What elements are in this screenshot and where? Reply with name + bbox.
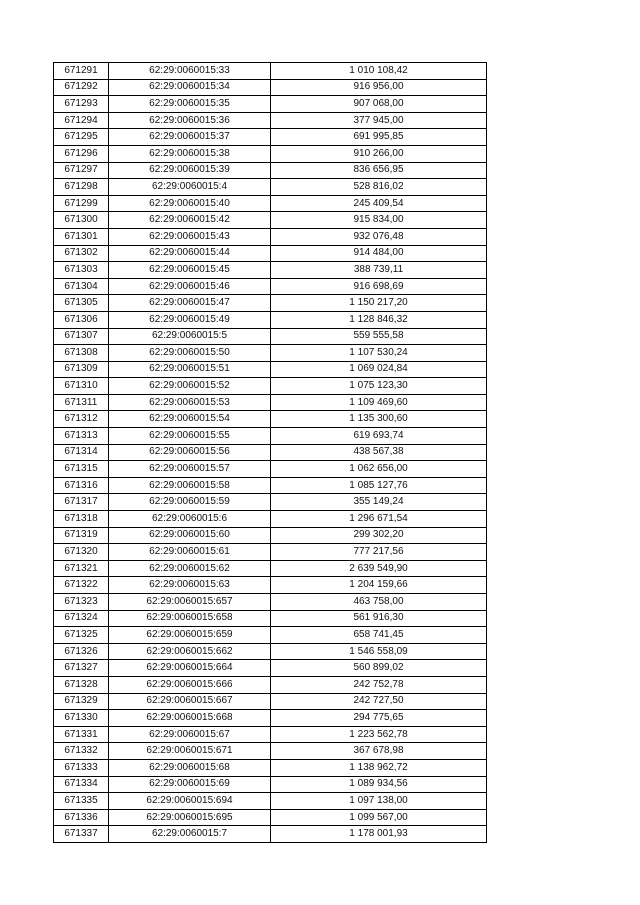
cadastral-value-cell: 245 409,54 <box>271 195 487 212</box>
cadastral-value-cell: 1 107 530,24 <box>271 345 487 362</box>
table-row <box>54 129 487 146</box>
table-row <box>54 378 487 395</box>
cadastral-value-cell: 294 775,65 <box>271 710 487 727</box>
cadastral-number-cell: 62:29:0060015:657 <box>109 594 271 611</box>
row-number-cell: 671304 <box>54 278 109 295</box>
table-row <box>54 361 487 378</box>
row-number-cell: 671321 <box>54 560 109 577</box>
cadastral-value-cell: 932 076,48 <box>271 228 487 245</box>
row-number-cell: 671295 <box>54 129 109 146</box>
cadastral-number-cell: 62:29:0060015:62 <box>109 560 271 577</box>
cadastral-number-cell: 62:29:0060015:69 <box>109 776 271 793</box>
cadastral-value-cell: 1 204 159,66 <box>271 577 487 594</box>
cadastral-number-cell: 62:29:0060015:49 <box>109 311 271 328</box>
cadastral-value-cell: 1 069 024,84 <box>271 361 487 378</box>
cadastral-number-cell: 62:29:0060015:52 <box>109 378 271 395</box>
table-row <box>54 311 487 328</box>
row-number-cell: 671332 <box>54 743 109 760</box>
table-row <box>54 710 487 727</box>
row-number-cell: 671299 <box>54 195 109 212</box>
cadastral-value-cell: 1 010 108,42 <box>271 63 487 80</box>
table-row <box>54 826 487 843</box>
row-number-cell: 671315 <box>54 461 109 478</box>
cadastral-number-cell: 62:29:0060015:45 <box>109 262 271 279</box>
table-row <box>54 461 487 478</box>
row-number-cell: 671291 <box>54 63 109 80</box>
table-row <box>54 245 487 262</box>
table-row <box>54 627 487 644</box>
row-number-cell: 671302 <box>54 245 109 262</box>
row-number-cell: 671298 <box>54 179 109 196</box>
row-number-cell: 671294 <box>54 112 109 129</box>
cadastral-value-cell: 691 995,85 <box>271 129 487 146</box>
cadastral-number-cell: 62:29:0060015:46 <box>109 278 271 295</box>
table-row <box>54 793 487 810</box>
cadastral-value-cell: 242 752,78 <box>271 676 487 693</box>
row-number-cell: 671313 <box>54 428 109 445</box>
table-row <box>54 809 487 826</box>
row-number-cell: 671329 <box>54 693 109 710</box>
cadastral-number-cell: 62:29:0060015:59 <box>109 494 271 511</box>
row-number-cell: 671296 <box>54 145 109 162</box>
cadastral-number-cell: 62:29:0060015:37 <box>109 129 271 146</box>
cadastral-value-cell: 1 296 671,54 <box>271 511 487 528</box>
cadastral-value-cell: 1 062 656,00 <box>271 461 487 478</box>
row-number-cell: 671317 <box>54 494 109 511</box>
cadastral-number-cell: 62:29:0060015:7 <box>109 826 271 843</box>
cadastral-number-cell: 62:29:0060015:5 <box>109 328 271 345</box>
table-row <box>54 610 487 627</box>
cadastral-value-cell: 438 567,38 <box>271 444 487 461</box>
cadastral-number-cell: 62:29:0060015:42 <box>109 212 271 229</box>
table-row <box>54 63 487 80</box>
cadastral-number-cell: 62:29:0060015:35 <box>109 96 271 113</box>
cadastral-value-cell: 560 899,02 <box>271 660 487 677</box>
row-number-cell: 671335 <box>54 793 109 810</box>
row-number-cell: 671323 <box>54 594 109 611</box>
table-body <box>54 63 487 843</box>
cadastral-value-cell: 2 639 549,90 <box>271 560 487 577</box>
cadastral-number-cell: 62:29:0060015:51 <box>109 361 271 378</box>
row-number-cell: 671326 <box>54 643 109 660</box>
cadastral-value-cell: 1 546 558,09 <box>271 643 487 660</box>
cadastral-value-cell: 836 656,95 <box>271 162 487 179</box>
cadastral-number-cell: 62:29:0060015:38 <box>109 145 271 162</box>
table-row <box>54 428 487 445</box>
cadastral-value-cell: 355 149,24 <box>271 494 487 511</box>
cadastral-value-cell: 910 266,00 <box>271 145 487 162</box>
table-row <box>54 278 487 295</box>
cadastral-number-cell: 62:29:0060015:43 <box>109 228 271 245</box>
cadastral-number-cell: 62:29:0060015:58 <box>109 477 271 494</box>
cadastral-value-cell: 377 945,00 <box>271 112 487 129</box>
table-row <box>54 560 487 577</box>
table-row <box>54 643 487 660</box>
row-number-cell: 671306 <box>54 311 109 328</box>
cadastral-value-cell: 559 555,58 <box>271 328 487 345</box>
table-row <box>54 693 487 710</box>
row-number-cell: 671307 <box>54 328 109 345</box>
cadastral-value-cell: 777 217,56 <box>271 544 487 561</box>
cadastral-value-cell: 367 678,98 <box>271 743 487 760</box>
table-row <box>54 759 487 776</box>
row-number-cell: 671325 <box>54 627 109 644</box>
cadastral-value-cell: 1 150 217,20 <box>271 295 487 312</box>
table-row <box>54 262 487 279</box>
cadastral-value-cell: 1 075 123,30 <box>271 378 487 395</box>
table-row <box>54 212 487 229</box>
table-row <box>54 594 487 611</box>
row-number-cell: 671303 <box>54 262 109 279</box>
table-row <box>54 96 487 113</box>
row-number-cell: 671314 <box>54 444 109 461</box>
table-row <box>54 527 487 544</box>
cadastral-number-cell: 62:29:0060015:56 <box>109 444 271 461</box>
table-row <box>54 676 487 693</box>
cadastral-number-cell: 62:29:0060015:666 <box>109 676 271 693</box>
cadastral-number-cell: 62:29:0060015:57 <box>109 461 271 478</box>
row-number-cell: 671310 <box>54 378 109 395</box>
row-number-cell: 671318 <box>54 511 109 528</box>
row-number-cell: 671316 <box>54 477 109 494</box>
cadastral-number-cell: 62:29:0060015:67 <box>109 726 271 743</box>
table-row <box>54 228 487 245</box>
cadastral-number-cell: 62:29:0060015:55 <box>109 428 271 445</box>
table-row <box>54 162 487 179</box>
row-number-cell: 671320 <box>54 544 109 561</box>
row-number-cell: 671311 <box>54 394 109 411</box>
table-row <box>54 179 487 196</box>
cadastral-number-cell: 62:29:0060015:61 <box>109 544 271 561</box>
table-row <box>54 195 487 212</box>
cadastral-number-cell: 62:29:0060015:47 <box>109 295 271 312</box>
row-number-cell: 671334 <box>54 776 109 793</box>
row-number-cell: 671327 <box>54 660 109 677</box>
cadastral-number-cell: 62:29:0060015:4 <box>109 179 271 196</box>
table-row <box>54 726 487 743</box>
table-row <box>54 345 487 362</box>
cadastral-value-cell: 1 097 138,00 <box>271 793 487 810</box>
cadastral-number-cell: 62:29:0060015:694 <box>109 793 271 810</box>
table-row <box>54 511 487 528</box>
cadastral-value-cell: 916 698,69 <box>271 278 487 295</box>
cadastral-value-cell: 1 128 846,32 <box>271 311 487 328</box>
row-number-cell: 671305 <box>54 295 109 312</box>
cadastral-number-cell: 62:29:0060015:39 <box>109 162 271 179</box>
row-number-cell: 671300 <box>54 212 109 229</box>
cadastral-number-cell: 62:29:0060015:668 <box>109 710 271 727</box>
cadastral-value-cell: 528 816,02 <box>271 179 487 196</box>
cadastral-value-cell: 1 138 962,72 <box>271 759 487 776</box>
table-row <box>54 577 487 594</box>
cadastral-number-cell: 62:29:0060015:33 <box>109 63 271 80</box>
cadastral-value-cell: 907 068,00 <box>271 96 487 113</box>
cadastral-value-cell: 1 109 469,60 <box>271 394 487 411</box>
row-number-cell: 671292 <box>54 79 109 96</box>
cadastral-number-cell: 62:29:0060015:34 <box>109 79 271 96</box>
row-number-cell: 671336 <box>54 809 109 826</box>
cadastral-number-cell: 62:29:0060015:40 <box>109 195 271 212</box>
row-number-cell: 671301 <box>54 228 109 245</box>
table-row <box>54 776 487 793</box>
cadastral-value-cell: 658 741,45 <box>271 627 487 644</box>
row-number-cell: 671322 <box>54 577 109 594</box>
cadastral-value-table <box>53 62 487 843</box>
table-row <box>54 295 487 312</box>
cadastral-value-cell: 619 693,74 <box>271 428 487 445</box>
cadastral-number-cell: 62:29:0060015:659 <box>109 627 271 644</box>
cadastral-value-cell: 299 302,20 <box>271 527 487 544</box>
table-row <box>54 112 487 129</box>
cadastral-value-cell: 388 739,11 <box>271 262 487 279</box>
cadastral-number-cell: 62:29:0060015:36 <box>109 112 271 129</box>
table-row <box>54 743 487 760</box>
cadastral-number-cell: 62:29:0060015:662 <box>109 643 271 660</box>
cadastral-number-cell: 62:29:0060015:60 <box>109 527 271 544</box>
cadastral-number-cell: 62:29:0060015:44 <box>109 245 271 262</box>
table-row <box>54 544 487 561</box>
table-row <box>54 444 487 461</box>
cadastral-value-cell: 915 834,00 <box>271 212 487 229</box>
cadastral-value-cell: 1 178 001,93 <box>271 826 487 843</box>
row-number-cell: 671337 <box>54 826 109 843</box>
cadastral-value-cell: 561 916,30 <box>271 610 487 627</box>
cadastral-value-cell: 916 956,00 <box>271 79 487 96</box>
row-number-cell: 671330 <box>54 710 109 727</box>
table-row <box>54 411 487 428</box>
row-number-cell: 671328 <box>54 676 109 693</box>
row-number-cell: 671297 <box>54 162 109 179</box>
row-number-cell: 671324 <box>54 610 109 627</box>
cadastral-number-cell: 62:29:0060015:53 <box>109 394 271 411</box>
row-number-cell: 671312 <box>54 411 109 428</box>
cadastral-value-cell: 914 484,00 <box>271 245 487 262</box>
cadastral-value-cell: 1 135 300,60 <box>271 411 487 428</box>
cadastral-number-cell: 62:29:0060015:658 <box>109 610 271 627</box>
row-number-cell: 671333 <box>54 759 109 776</box>
cadastral-value-cell: 242 727,50 <box>271 693 487 710</box>
row-number-cell: 671319 <box>54 527 109 544</box>
cadastral-number-cell: 62:29:0060015:50 <box>109 345 271 362</box>
table-row <box>54 394 487 411</box>
row-number-cell: 671309 <box>54 361 109 378</box>
row-number-cell: 671293 <box>54 96 109 113</box>
cadastral-number-cell: 62:29:0060015:695 <box>109 809 271 826</box>
table-row <box>54 494 487 511</box>
cadastral-number-cell: 62:29:0060015:671 <box>109 743 271 760</box>
cadastral-value-cell: 1 099 567,00 <box>271 809 487 826</box>
cadastral-number-cell: 62:29:0060015:54 <box>109 411 271 428</box>
cadastral-number-cell: 62:29:0060015:68 <box>109 759 271 776</box>
table-row <box>54 79 487 96</box>
cadastral-number-cell: 62:29:0060015:667 <box>109 693 271 710</box>
cadastral-number-cell: 62:29:0060015:63 <box>109 577 271 594</box>
table-row <box>54 660 487 677</box>
cadastral-value-cell: 1 089 934,56 <box>271 776 487 793</box>
table-row <box>54 145 487 162</box>
table-row <box>54 328 487 345</box>
cadastral-value-cell: 463 758,00 <box>271 594 487 611</box>
row-number-cell: 671331 <box>54 726 109 743</box>
row-number-cell: 671308 <box>54 345 109 362</box>
cadastral-number-cell: 62:29:0060015:6 <box>109 511 271 528</box>
cadastral-value-cell: 1 223 562,78 <box>271 726 487 743</box>
table-row <box>54 477 487 494</box>
cadastral-value-cell: 1 085 127,76 <box>271 477 487 494</box>
cadastral-number-cell: 62:29:0060015:664 <box>109 660 271 677</box>
